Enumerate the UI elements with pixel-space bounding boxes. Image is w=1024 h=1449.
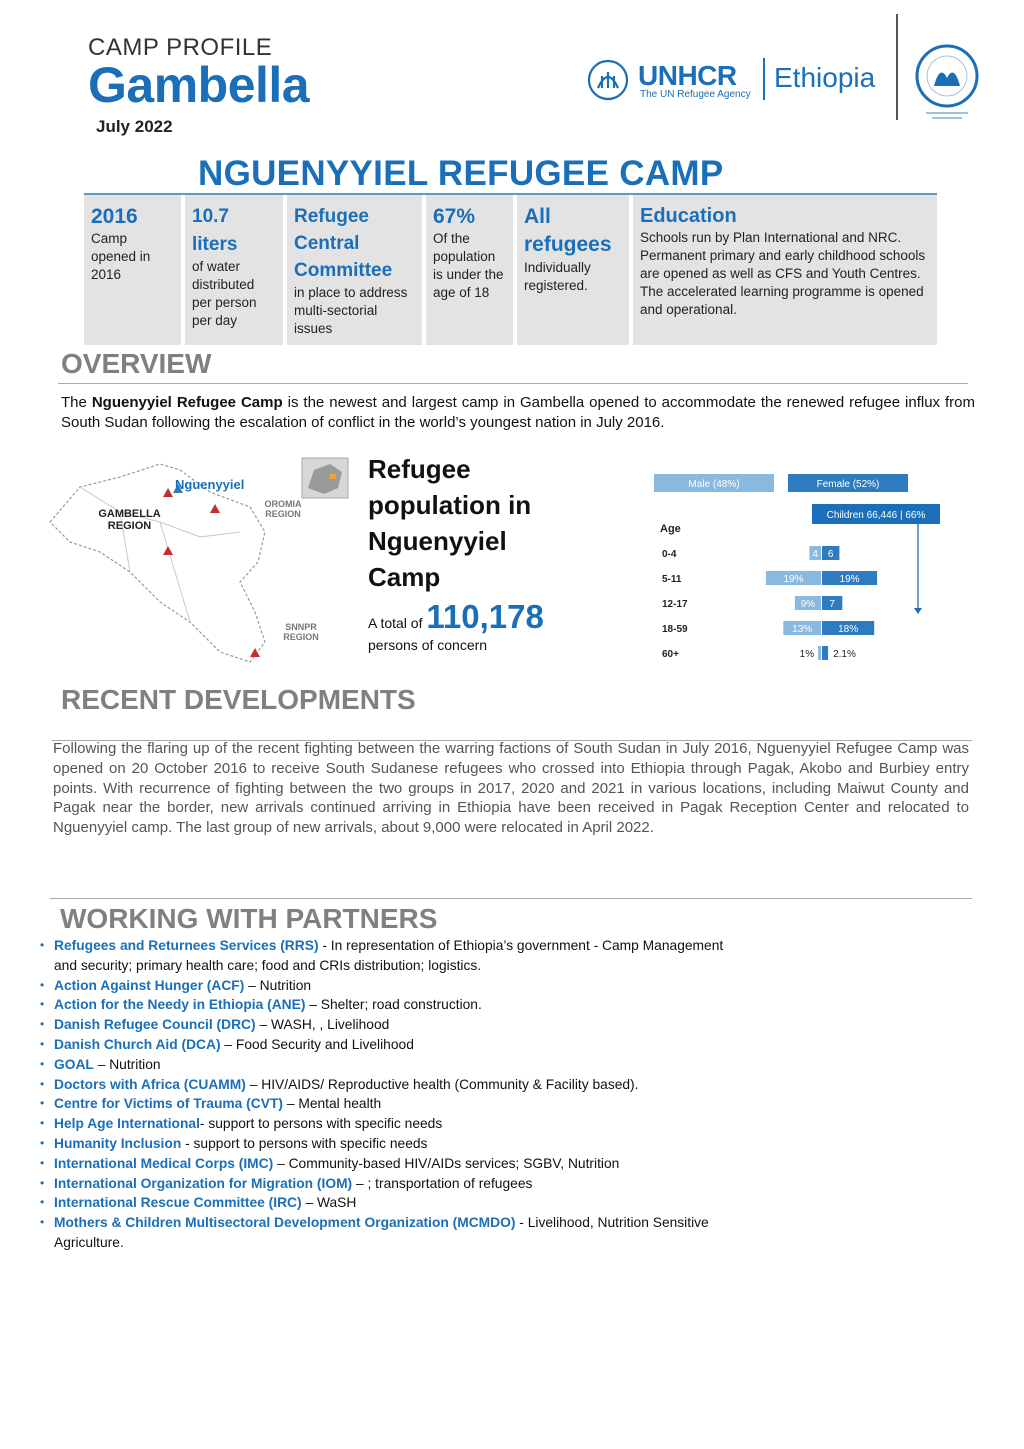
partner-item	[40, 1035, 740, 1055]
stat-headline: 67%	[433, 205, 476, 228]
partner-item	[40, 1055, 740, 1075]
male-data-label: 9%	[800, 599, 816, 610]
partner-name: Mothers & Children Multisectoral Development Organization (MCMDO)	[54, 1215, 516, 1231]
partner-item	[40, 1114, 740, 1134]
stat-headline: Education	[640, 205, 737, 227]
unhcr-logo	[586, 58, 886, 102]
partner-item	[40, 936, 740, 976]
key-figures-band	[84, 193, 937, 347]
camp-title: NGUENYYIEL REFUGEE CAMP	[198, 154, 724, 193]
male-data-label: 13%	[792, 624, 813, 635]
partner-item	[40, 1134, 740, 1154]
stat-registration	[517, 195, 629, 345]
age-sex-pyramid-chart	[648, 470, 948, 670]
partner-description: – HIV/AIDS/ Reproductive health (Community & Facility based).	[245, 1076, 639, 1092]
female-data-label: 7	[829, 599, 835, 610]
partner-name: Humanity Inclusion	[54, 1135, 182, 1151]
unhcr-country: Ethiopia	[774, 62, 876, 93]
stat-text: Individually registered.	[524, 260, 591, 293]
unhcr-wordmark: UNHCR	[638, 60, 737, 91]
partner-item	[40, 1094, 740, 1114]
map-camp-label: Nguenyyiel	[175, 477, 245, 492]
partner-description: – Shelter; road construction.	[305, 997, 482, 1013]
age-tick-label: 5-11	[662, 574, 682, 585]
partners-heading: WORKING WITH PARTNERS	[60, 903, 438, 934]
partner-description: - support to persons with specific needs	[181, 1135, 428, 1151]
overview-body: is the newest and largest camp in Gambella opened to accommodate the renewed refugee influx from South Sudan following the escalation of conflict in the world’s youngest nation in July 2016.	[61, 394, 976, 431]
recent-developments-paragraph: Following the flaring up of the recent fighting between the warring factions of South Sudan in July 2016, Nguenyyiel Refugee Camp was opened on 20 October 2016 to receive South Sudanese refugees who crossed into Ethiopia through Pagak, Akobo and Burbiey entry points. With recurrence of fighting between the two groups in 2017, 2020 and 2021 in various locations, including Maiwut County and Pagak near the border, new arrivals continued arriving in Ethiopia have been received in Pagak Reception Center and relocated to Nguenyyiel camp. The last group of new arrivals, about 9,000 were relocated in April 2022.	[53, 740, 969, 837]
stat-text: Camp opened in 2016	[91, 231, 151, 283]
partners-divider	[50, 898, 972, 899]
document-date: July 2022	[96, 117, 173, 136]
partners-list	[40, 936, 740, 1253]
partner-description: – WASH, , Livelihood	[255, 1017, 390, 1033]
camp-location-map	[40, 452, 352, 674]
male-bar	[818, 646, 821, 660]
overview-camp-name: Nguenyyiel Refugee Camp	[91, 394, 283, 411]
map-region-gambella: GAMBELLA REGION	[98, 508, 161, 532]
partner-description: – Nutrition	[244, 977, 312, 993]
children-annotation-label: Children 66,446 | 66%	[826, 510, 926, 521]
partner-name: Help Age International	[54, 1116, 200, 1132]
children-bracket-arrow-icon	[914, 608, 922, 614]
stat-text: of water distributed per person per day	[192, 259, 257, 329]
partner-item	[40, 1154, 740, 1174]
female-data-label: 2.1%	[833, 649, 856, 660]
stat-headline: Refugee Central Committee	[294, 206, 393, 281]
age-tick-label: 12-17	[662, 599, 688, 610]
partner-name: International Medical Corps (IMC)	[54, 1155, 274, 1171]
age-tick-label: 18-59	[662, 624, 688, 635]
partner-item	[40, 1193, 740, 1213]
stat-committee	[287, 195, 422, 345]
partner-name: International Rescue Committee (IRC)	[54, 1195, 302, 1211]
map-region-oromia: OROMIA REGION	[264, 499, 302, 519]
partner-description: – Food Security and Livelihood	[220, 1036, 414, 1052]
partner-description: – Mental health	[282, 1096, 382, 1112]
partner-item	[40, 976, 740, 996]
stat-education	[633, 195, 937, 345]
partner-name: Danish Church Aid (DCA)	[54, 1036, 221, 1052]
partner-name: Danish Refugee Council (DRC)	[54, 1017, 256, 1033]
partner-item	[40, 1213, 740, 1253]
stat-headline: 10.7 liters	[192, 206, 238, 255]
partner-item	[40, 995, 740, 1015]
partner-description: – ; transportation of refugees	[352, 1175, 533, 1191]
partner-name: Refugees and Returnees Services (RRS)	[54, 938, 319, 953]
partner-item	[40, 1015, 740, 1035]
partner-name: GOAL	[54, 1056, 94, 1072]
female-data-label: 19%	[839, 574, 860, 585]
stat-headline: 2016	[91, 205, 138, 228]
legend-male-label: Male (48%)	[688, 479, 740, 490]
partner-description: – WaSH	[301, 1195, 357, 1211]
male-data-label: 19%	[783, 574, 804, 585]
age-tick-label: 0-4	[662, 549, 677, 560]
unhcr-tagline: The UN Refugee Agency	[640, 89, 751, 100]
rrs-logo	[912, 42, 982, 122]
partner-name: Action for the Needy in Ethiopia (ANE)	[54, 997, 306, 1013]
stat-text: Of the population is under the age of 18	[433, 231, 504, 301]
overview-divider	[58, 383, 968, 384]
stat-text: in place to address multi-sectorial issues	[294, 285, 408, 336]
header-divider	[896, 14, 898, 120]
document-title: Gambella	[88, 57, 310, 113]
partner-name: Action Against Hunger (ACF)	[54, 977, 245, 993]
partner-item	[40, 1174, 740, 1194]
stat-opened	[84, 195, 181, 345]
overview-paragraph	[61, 393, 975, 433]
population-suffix: persons of concern	[368, 637, 488, 653]
axis-title-age: Age	[660, 523, 681, 535]
partner-description: - In representation of Ethiopia’s government - Camp Management and security; primary health care; food and CRIs distribution; logistics.	[54, 938, 724, 973]
population-total-prefix: A total of	[368, 615, 423, 631]
map-region-snnpr: SNNPR REGION	[283, 622, 319, 642]
partner-description: – Nutrition	[93, 1056, 161, 1072]
population-total	[368, 598, 544, 636]
overview-prefix: The	[61, 394, 92, 411]
stat-water	[185, 195, 283, 345]
legend-female-label: Female (52%)	[816, 479, 880, 490]
partner-item	[40, 1075, 740, 1095]
partner-name: Centre for Victims of Trauma (CVT)	[54, 1096, 283, 1112]
document-kicker: CAMP PROFILE	[88, 34, 273, 61]
male-data-label: 4	[812, 549, 818, 560]
partner-name: International Organization for Migration (IOM)	[54, 1175, 353, 1191]
partner-name: Doctors with Africa (CUAMM)	[54, 1076, 246, 1092]
age-tick-label: 60+	[662, 649, 679, 660]
stat-headline: All refugees	[524, 205, 612, 256]
rrs-emblem-icon	[912, 42, 982, 122]
female-data-label: 18%	[838, 624, 859, 635]
logo-divider	[763, 58, 765, 100]
female-data-label: 6	[827, 549, 834, 560]
partner-description: - support to persons with specific needs	[199, 1116, 443, 1132]
population-title: Refugee population in Nguenyyiel Camp	[368, 454, 532, 592]
stat-text: Schools run by Plan International and NRC. Permanent primary and early childhood schools are opened as well as CFS and Youth Centres. The accelerated learning programme is opened and operational.	[640, 230, 926, 317]
population-total-value: 110,178	[426, 598, 544, 635]
partner-description: – Community-based HIV/AIDs services; SGBV, Nutrition	[273, 1155, 620, 1171]
recent-developments-heading: RECENT DEVELOPMENTS	[61, 684, 416, 715]
stat-under-18	[426, 195, 513, 345]
overview-heading: OVERVIEW	[61, 348, 212, 379]
male-data-label: 1%	[799, 649, 815, 660]
partner-description: - Livelihood, Nutrition Sensitive Agriculture.	[54, 1215, 709, 1250]
female-bar	[822, 646, 828, 660]
